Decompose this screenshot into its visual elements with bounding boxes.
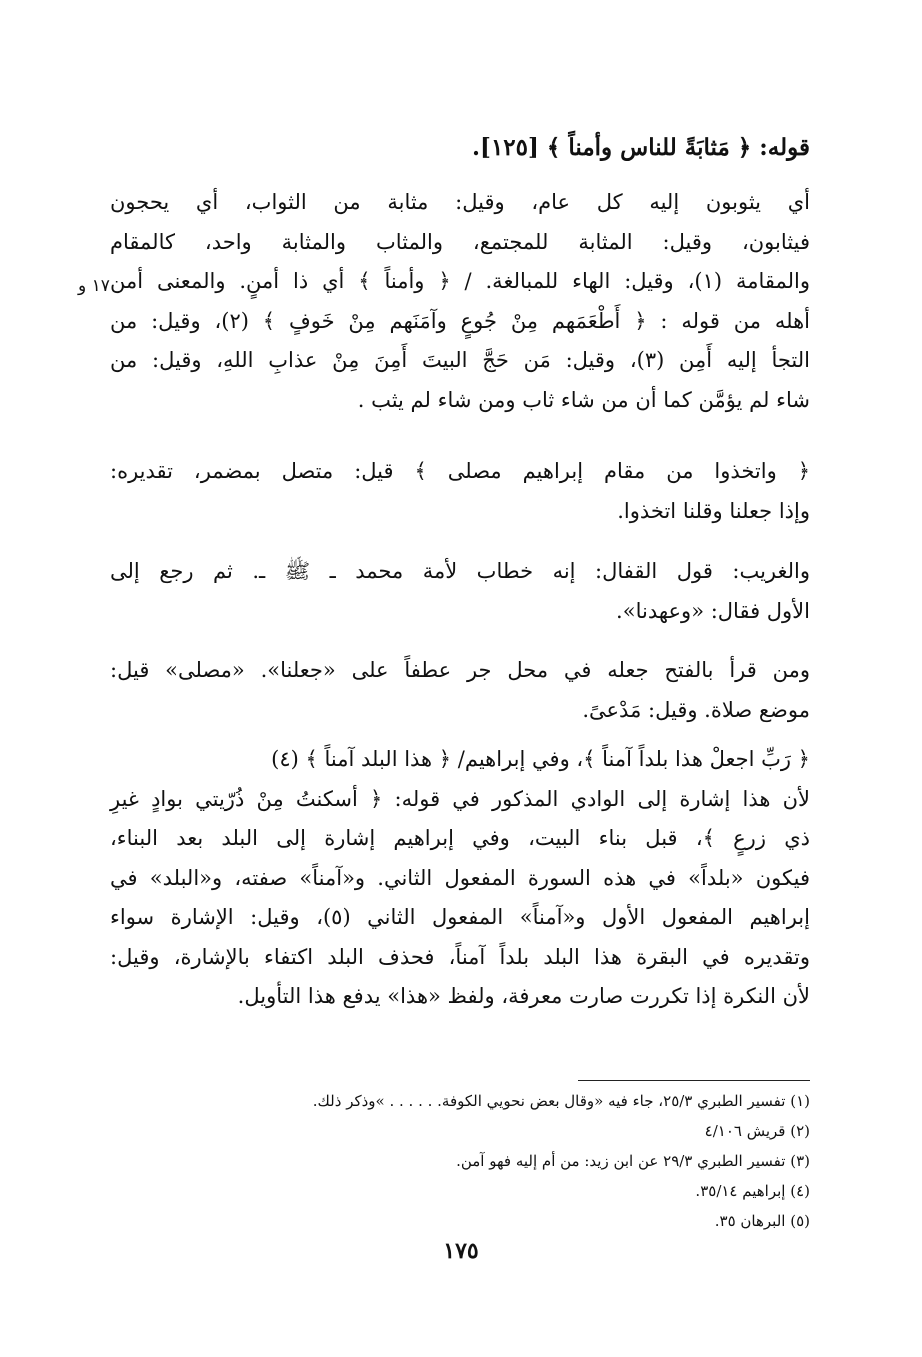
text-line: شاء لم يؤمَّن كما أن من شاء ثاب ومن شاء لم يثب . <box>357 387 810 412</box>
text-line: لأن هذا إشارة إلى الوادي المذكور في قوله: ﴿ أسكنتُ مِنْ ذُرّيتي بوادٍ غيرِ <box>110 786 810 811</box>
text-line: لأن النكرة إذا تكررت صارت معرفة، ولفظ «هذا» يدفع هذا التأويل. <box>237 984 810 1008</box>
paragraph-5 <box>110 740 810 1017</box>
text-line: وإذا جعلنا وقلنا اتخذوا. <box>617 498 810 523</box>
footnote: (١) تفسير الطبري ٢٥/٣، جاء فيه «وقال بعض نحويي الكوفة. . . . . . »وذكر ذلك. <box>312 1092 810 1110</box>
paragraph-4 <box>110 651 810 730</box>
footnote: (٢) قريش ٤/١٠٦ <box>704 1122 810 1140</box>
text-line: فيثابون، وقيل: المثابة للمجتمع، والمثاب والمثابة واحد، كالمقام <box>110 229 810 254</box>
text-line: ﴿ رَبِّ اجعلْ هذا بلداً آمناً ﴾، وفي إبراهيم/ ﴿ هذا البلد آمناً ﴾ (٤) <box>271 747 810 771</box>
page-number: ١٧٥ <box>443 1238 479 1264</box>
footnote-divider <box>578 1080 810 1081</box>
paragraph-1 <box>110 183 810 420</box>
footnote: (٥) البرهان ٣٥. <box>714 1212 810 1230</box>
text-line: والغريب: قول القفال: إنه خطاب لأمة محمد ـ ﷺ ـ. ثم رجع إلى <box>110 559 810 583</box>
text-line: فيكون «بلداً» في هذه السورة المفعول الثاني. و«آمناً» صفته، و«البلد» في <box>110 865 810 890</box>
text-line: ومن قرأ بالفتح جعله في محل جر عطفاً على «جعلنا». «مصلى» قيل: <box>110 658 810 682</box>
paragraph-2 <box>110 452 810 531</box>
footnote: (٣) تفسير الطبري ٢٩/٣ عن ابن زيد: من أم إليه فهو آمن. <box>456 1152 810 1170</box>
margin-folio-note: ١٧ و <box>78 276 110 296</box>
text-line: وتقديره في البقرة هذا البلد بلداً آمناً، فحذف البلد اكتفاء بالإشارة، وقيل: <box>110 944 810 969</box>
text-line: إبراهيم المفعول الأول و«آمناً» المفعول الثاني (٥)، وقيل: الإشارة سواء <box>110 905 810 929</box>
footnotes <box>110 1086 810 1236</box>
text-line: الأول فقال: «وعهدنا». <box>616 598 810 623</box>
text-line: والمقامة (١)، وقيل: الهاء للمبالغة. / ﴿ وأمناً ﴾ أي ذا أمنٍ. والمعنى أمن <box>110 269 810 293</box>
text-line: موضع صلاة. وقيل: مَدْعىً. <box>582 697 810 722</box>
text-line: أهله من قوله : ﴿ أَطْعَمَهم مِنْ جُوعٍ وآمَنَهم مِنْ خَوفٍ ﴾ (٢)، وقيل: من <box>110 308 810 333</box>
footnote: (٤) إبراهيم ٣٥/١٤. <box>695 1182 810 1200</box>
text-line: ذي زرعٍ ﴾، قبل بناء البيت، وفي إبراهيم إشارة إلى البلد بعد البناء، <box>110 826 810 850</box>
text-line: ﴿ واتخذوا من مقام إبراهيم مصلى ﴾ قيل: متصل بمضمر، تقديره: <box>110 459 810 483</box>
text-line: التجأ إليه أَمِن (٣)، وقيل: مَن حَجَّ البيتَ أَمِنَ مِنْ عذابِ اللهِ، وقيل: من <box>110 348 810 372</box>
verse-heading: قوله: ﴿ مَثابَةً للناس وأمناً ﴾ [١٢٥]. <box>472 134 810 161</box>
paragraph-3 <box>110 552 810 631</box>
text-line: أي يثوبون إليه كل عام، وقيل: مثابة من الثواب، أي يحجون <box>110 190 810 214</box>
